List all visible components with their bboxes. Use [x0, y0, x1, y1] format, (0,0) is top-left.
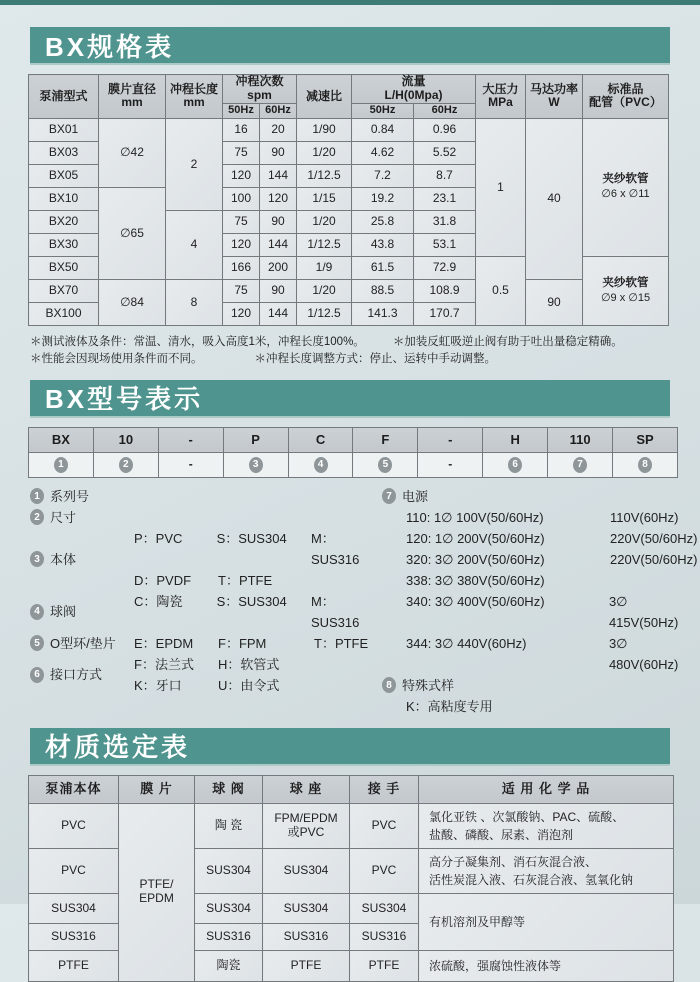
cell-diaphragm: PTFE/ EPDM: [119, 803, 195, 981]
cell-ratio: 1/12.5: [297, 302, 352, 325]
col-chemicals: 适 用 化 学 品: [419, 775, 674, 803]
circled-number-6: 6: [30, 667, 44, 683]
code-cell: SP: [613, 427, 678, 452]
code-num-cell: [93, 452, 158, 477]
cell-model: BX20: [29, 210, 99, 233]
cell-flow50: 7.2: [352, 164, 414, 187]
cell-spm60: 200: [260, 256, 297, 279]
cell-ratio: 1/20: [297, 210, 352, 233]
def-option: M：SUS316: [310, 530, 360, 567]
model-code-legend: [30, 486, 700, 717]
code-row: [29, 427, 678, 452]
cell-flow50: 19.2: [352, 187, 414, 210]
power-option: 344: 3∅ 440V(60Hz) 3∅ 480V(60Hz): [406, 635, 679, 672]
def-option: T：PTFE: [314, 635, 369, 651]
legend-item-connection: [30, 654, 382, 696]
def-option: K：牙口: [134, 677, 182, 693]
col-diaphragm: 膜 片: [119, 775, 195, 803]
circled-number-4: 4: [30, 604, 44, 620]
cell-motor-90: 90: [526, 279, 583, 325]
cell-flow50: 61.5: [352, 256, 414, 279]
cell-stroke-4: 4: [166, 210, 223, 279]
circled-number-8: 8: [382, 677, 396, 693]
cell-spm50: 120: [223, 233, 260, 256]
col-motor-power: 马达功率 W: [526, 75, 583, 119]
cell-diameter-65: ∅65: [99, 187, 166, 279]
code-number-row: [29, 452, 678, 477]
circled-number-1: 1: [54, 457, 68, 473]
power-option: 110: 1∅ 100V(50/60Hz) 110V(60Hz): [406, 509, 679, 525]
col-joint: 接 手: [350, 775, 419, 803]
def-option: F：FPM: [218, 635, 267, 651]
cell-flow60: 31.8: [414, 210, 476, 233]
cell-seat: FPM/EPDM 或PVC: [263, 803, 350, 848]
cell-body: SUS316: [29, 923, 119, 950]
footnote-test-conditions: ＊测试液体及条件：常温、清水，吸入高度1米，冲程长度100%。: [30, 335, 365, 348]
cell-motor-40: 40: [526, 118, 583, 279]
cell-joint: SUS304: [350, 893, 419, 923]
cell-valve: 陶瓷: [195, 950, 263, 981]
circled-number-4: 4: [314, 457, 328, 473]
cell-model: BX03: [29, 141, 99, 164]
footnote-performance: ＊性能会因现场使用条件而不同。: [30, 352, 203, 365]
col-ball-valve: 球 阀: [195, 775, 263, 803]
section-title-model-code: [30, 380, 670, 418]
def-option: P：PVC: [134, 530, 183, 546]
cell-ratio: 1/90: [297, 118, 352, 141]
cell-spm60: 144: [260, 164, 297, 187]
cell-model: BX10: [29, 187, 99, 210]
cell-ratio: 1/20: [297, 279, 352, 302]
circled-number-5: 5: [378, 457, 392, 473]
cell-model: BX01: [29, 118, 99, 141]
special-option: K：高粘度专用: [406, 698, 493, 714]
cell-flow60: 53.1: [414, 233, 476, 256]
section-title-text: 材质选定表: [45, 732, 191, 763]
section-title-material: [30, 728, 670, 766]
legend-item-oring: [30, 633, 382, 654]
code-cell: -: [418, 427, 483, 452]
cell-seat: SUS316: [263, 923, 350, 950]
code-cell: -: [158, 427, 223, 452]
cell-spm50: 75: [223, 141, 260, 164]
cell-pressure-05: 0.5: [476, 256, 526, 325]
legend-left-column: [30, 486, 382, 717]
cell-spm60: 144: [260, 233, 297, 256]
cell-spm60: 90: [260, 141, 297, 164]
cell-seat: SUS304: [263, 893, 350, 923]
circled-number-5: 5: [30, 635, 44, 651]
cell-ratio: 1/12.5: [297, 233, 352, 256]
cell-ratio: 1/9: [297, 256, 352, 279]
col-max-pressure: 大压力 MPa: [476, 75, 526, 119]
code-num-cell: [353, 452, 418, 477]
cell-model: BX100: [29, 302, 99, 325]
cell-spm60: 120: [260, 187, 297, 210]
col-pump-model: 泵浦型式: [29, 75, 99, 119]
cell-ratio: 1/20: [297, 141, 352, 164]
circled-number-2: 2: [30, 509, 44, 525]
power-option: 338: 3∅ 380V(50/60Hz): [406, 572, 545, 588]
code-cell: BX: [29, 427, 94, 452]
def-option: U：由令式: [218, 677, 280, 693]
spec-table: [28, 74, 669, 326]
code-num-cell: [483, 452, 548, 477]
cell-model: BX30: [29, 233, 99, 256]
col-stroke-length: 冲程长度 mm: [166, 75, 223, 119]
legend-item-power: [382, 486, 700, 507]
circled-number-6: 6: [508, 457, 522, 473]
col-reduction-ratio: 减速比: [297, 75, 352, 119]
cell-seat: SUS304: [263, 848, 350, 893]
code-cell: 10: [93, 427, 158, 452]
col-pump-body: 泵浦本体: [29, 775, 119, 803]
cell-joint: PVC: [350, 803, 419, 848]
cell-flow60: 170.7: [414, 302, 476, 325]
cell-flow60: 108.9: [414, 279, 476, 302]
cell-body: PTFE: [29, 950, 119, 981]
legend-label: 电源: [402, 488, 429, 504]
cell-piping-small: 夹纱软管 ∅6 x ∅11: [583, 118, 669, 256]
code-cell: 110: [548, 427, 613, 452]
legend-label: 尺寸: [50, 509, 77, 525]
cell-model: BX70: [29, 279, 99, 302]
cell-model: BX50: [29, 256, 99, 279]
cell-flow50: 88.5: [352, 279, 414, 302]
legend-item-size: [30, 507, 382, 528]
cell-body: PVC: [29, 848, 119, 893]
legend-label: 系列号: [50, 488, 90, 504]
legend-item-body: [30, 528, 382, 591]
legend-item-series: [30, 486, 382, 507]
section-title-spec: [30, 27, 670, 65]
circled-number-3: 3: [30, 551, 44, 567]
col-flow-50hz: 50Hz: [352, 103, 414, 118]
circled-number-2: 2: [119, 457, 133, 473]
cell-valve: SUS304: [195, 893, 263, 923]
cell-stroke-2: 2: [166, 118, 223, 210]
def-option: M：SUS316: [310, 593, 360, 630]
code-num-cell: -: [418, 452, 483, 477]
material-row: [29, 803, 674, 848]
power-option: 340: 3∅ 400V(50/60Hz) 3∅ 415V(50Hz): [406, 593, 679, 630]
cell-flow60: 72.9: [414, 256, 476, 279]
circled-number-8: 8: [638, 457, 652, 473]
cell-spm50: 16: [223, 118, 260, 141]
spec-row-bx70: [29, 279, 669, 302]
footnote-stroke-adjust: ＊冲程长度调整方式：停止、运转中手动调整。: [254, 352, 496, 365]
cell-spm60: 20: [260, 118, 297, 141]
cell-spm60: 90: [260, 210, 297, 233]
cell-flow60: 0.96: [414, 118, 476, 141]
page-top-strip: [0, 0, 700, 5]
def-option: D：PVDF: [134, 572, 192, 588]
cell-diameter-42: ∅42: [99, 118, 166, 187]
legend-label: 特殊式样: [402, 677, 455, 693]
cell-spm50: 100: [223, 187, 260, 210]
cell-stroke-8: 8: [166, 279, 223, 325]
col-spm-50hz: 50Hz: [223, 103, 260, 118]
section-title-text: BX型号表示: [45, 384, 204, 415]
col-stroke-count: 冲程次数 spm: [223, 75, 297, 104]
def-option: S：SUS304: [216, 530, 287, 546]
code-num-cell: [548, 452, 613, 477]
circled-number-7: 7: [382, 488, 396, 504]
col-flow-60hz: 60Hz: [414, 103, 476, 118]
cell-flow50: 43.8: [352, 233, 414, 256]
legend-label: 本体: [50, 551, 77, 567]
cell-flow50: 25.8: [352, 210, 414, 233]
cell-spm50: 75: [223, 279, 260, 302]
spec-footnotes: [30, 334, 700, 368]
power-option: 320: 3∅ 200V(50/60Hz) 220V(50/60Hz): [406, 551, 698, 567]
code-num-cell: [29, 452, 94, 477]
legend-right-column: [382, 486, 700, 717]
cell-flow60: 5.52: [414, 141, 476, 164]
code-num-cell: [223, 452, 288, 477]
code-cell: H: [483, 427, 548, 452]
cell-ratio: 1/15: [297, 187, 352, 210]
cell-pressure-1: 1: [476, 118, 526, 256]
power-option: 120: 1∅ 200V(50/60Hz) 220V(50/60Hz): [406, 530, 698, 546]
def-option: C：陶瓷: [134, 593, 183, 609]
def-option: H：软管式: [218, 656, 280, 672]
circled-number-3: 3: [249, 457, 263, 473]
cell-flow60: 23.1: [414, 187, 476, 210]
cell-piping-large: 夹纱软管 ∅9 x ∅15: [583, 256, 669, 325]
cell-flow50: 4.62: [352, 141, 414, 164]
cell-spm60: 90: [260, 279, 297, 302]
cell-spm50: 120: [223, 302, 260, 325]
legend-label: O型环/垫片: [50, 635, 116, 651]
legend-item-special: [382, 675, 700, 696]
cell-chemicals: 浓硫酸，强腐蚀性液体等: [419, 950, 674, 981]
col-standard-piping: 标准品 配管（PVC）: [583, 75, 669, 119]
cell-chemicals: 有机溶剂及甲醇等: [419, 893, 674, 950]
cell-chemicals: 氯化亚铁 、次氯酸钠、PAC、硫酸、 盐酸、磷酸、尿素、消泡剂: [419, 803, 674, 848]
model-code-table: [28, 427, 678, 478]
col-flow: 流量 L/H(0Mpa): [352, 75, 476, 104]
cell-chemicals: 高分子凝集剂、消石灰混合液、 活性炭混入液、石灰混合液、氢氧化钠: [419, 848, 674, 893]
code-cell: P: [223, 427, 288, 452]
cell-spm60: 144: [260, 302, 297, 325]
def-option: F：法兰式: [134, 656, 194, 672]
power-options: [382, 507, 700, 675]
footnote-check-valve: ＊加装反虹吸逆止阀有助于吐出量稳定精确。: [392, 335, 623, 348]
cell-spm50: 166: [223, 256, 260, 279]
cell-diameter-84: ∅84: [99, 279, 166, 325]
cell-body: PVC: [29, 803, 119, 848]
cell-valve: 陶 瓷: [195, 803, 263, 848]
cell-seat: PTFE: [263, 950, 350, 981]
legend-label: 接口方式: [50, 667, 103, 683]
col-spm-60hz: 60Hz: [260, 103, 297, 118]
code-num-cell: [613, 452, 678, 477]
code-num-cell: [288, 452, 353, 477]
def-option: T：PTFE: [218, 572, 273, 588]
cell-spm50: 120: [223, 164, 260, 187]
circled-number-1: 1: [30, 488, 44, 504]
cell-joint: PVC: [350, 848, 419, 893]
spec-row-bx01: [29, 118, 669, 141]
legend-item-ball-valve: [30, 591, 382, 633]
cell-flow60: 8.7: [414, 164, 476, 187]
cell-flow50: 141.3: [352, 302, 414, 325]
cell-joint: PTFE: [350, 950, 419, 981]
cell-joint: SUS316: [350, 923, 419, 950]
def-option: E：EPDM: [134, 635, 194, 651]
code-num-cell: -: [158, 452, 223, 477]
def-option: S：SUS304: [216, 593, 287, 609]
col-ball-seat: 球 座: [263, 775, 350, 803]
cell-valve: SUS316: [195, 923, 263, 950]
cell-flow50: 0.84: [352, 118, 414, 141]
cell-ratio: 1/12.5: [297, 164, 352, 187]
legend-label: 球阀: [50, 604, 77, 620]
material-table: [28, 775, 674, 982]
section-title-text: BX规格表: [45, 31, 175, 62]
cell-model: BX05: [29, 164, 99, 187]
cell-spm50: 75: [223, 210, 260, 233]
code-cell: F: [353, 427, 418, 452]
cell-valve: SUS304: [195, 848, 263, 893]
circled-number-7: 7: [573, 457, 587, 473]
code-cell: C: [288, 427, 353, 452]
cell-body: SUS304: [29, 893, 119, 923]
col-diaphragm-dia: 膜片直径 mm: [99, 75, 166, 119]
